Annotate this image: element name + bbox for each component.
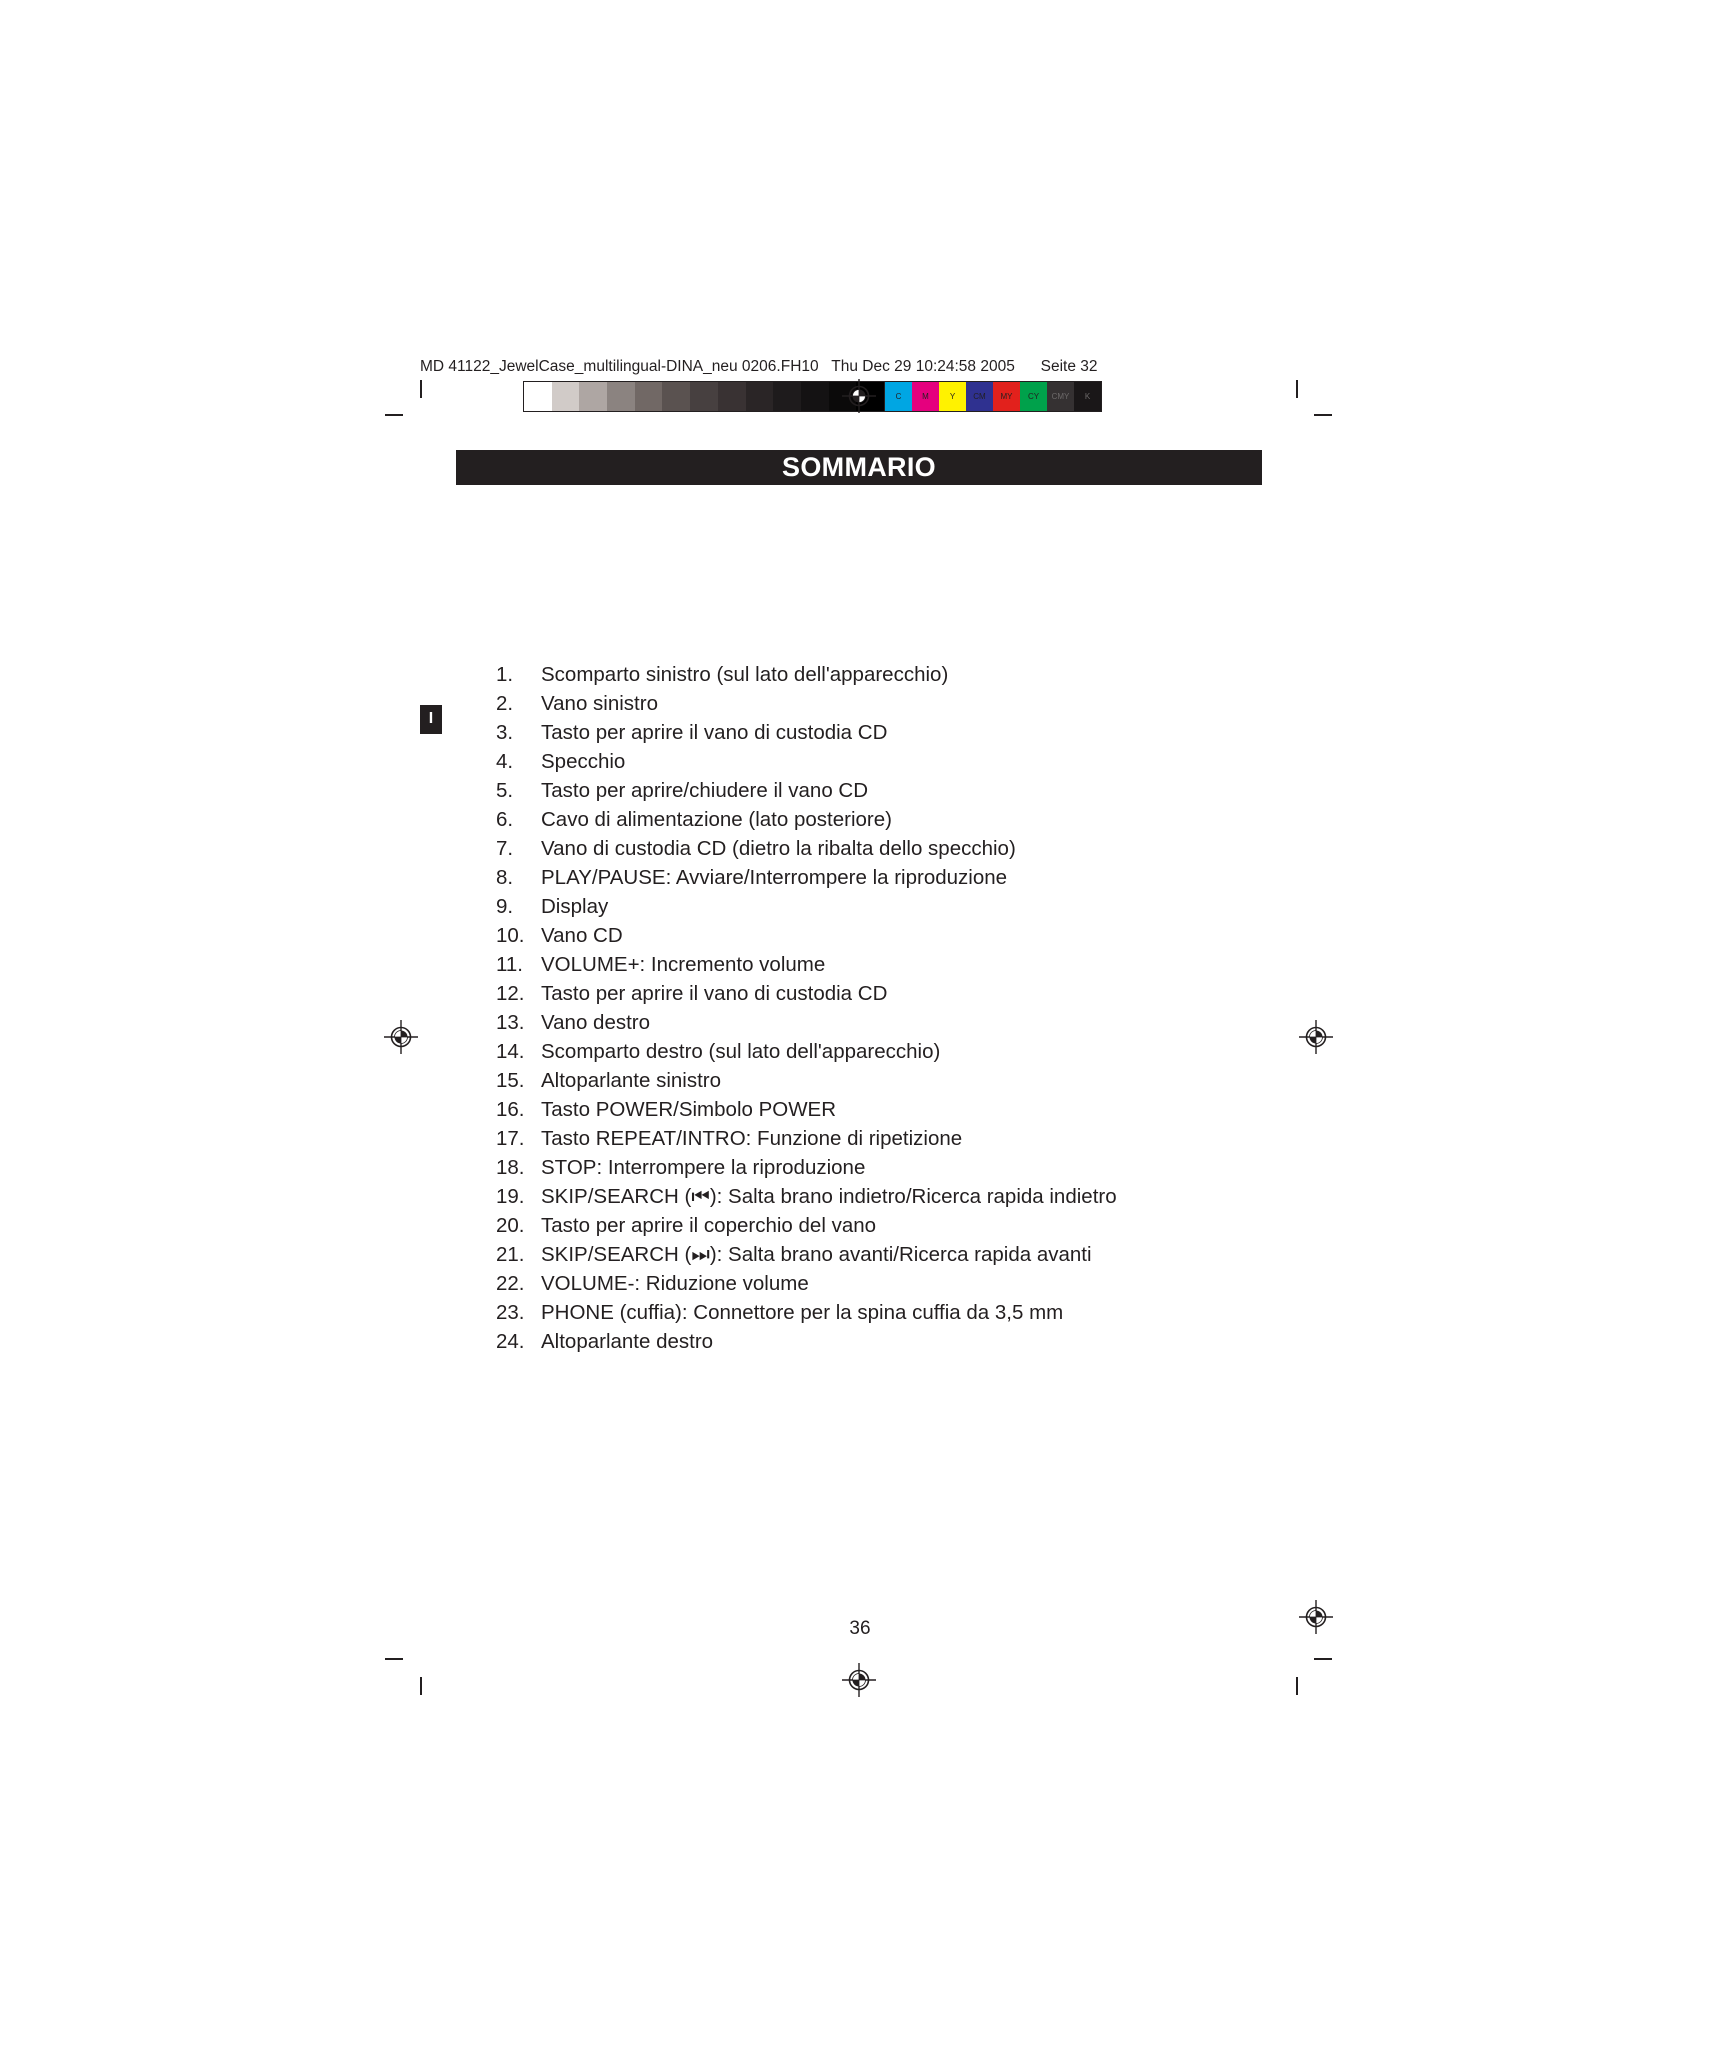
- gray-swatch: [662, 382, 690, 411]
- contents-item: [496, 805, 1117, 834]
- item-text: Tasto per aprire il coperchio del vano: [541, 1214, 877, 1237]
- contents-item: [496, 776, 1117, 805]
- item-text: PHONE (cuffia): Connettore per la spina cuffia da 3,5 mm: [541, 1301, 1064, 1324]
- contents-item: [496, 1153, 1117, 1182]
- contents-item: [496, 1182, 1117, 1211]
- contents-item: [496, 1240, 1117, 1269]
- item-text: STOP: Interrompere la riproduzione: [541, 1156, 866, 1179]
- contents-item: [496, 1066, 1117, 1095]
- gray-swatch: [718, 382, 746, 411]
- gray-swatch: [607, 382, 635, 411]
- item-text: Altoparlante destro: [541, 1330, 714, 1353]
- gray-swatch: [746, 382, 774, 411]
- item-text: SKIP/SEARCH (⏭): Salta brano avanti/Ricerca rapida avanti: [541, 1243, 1092, 1266]
- process-swatch: MY: [993, 382, 1020, 411]
- item-text: SKIP/SEARCH (⏮): Salta brano indietro/Ricerca rapida indietro: [541, 1185, 1117, 1208]
- item-number: 12.: [496, 982, 525, 1005]
- item-number: 14.: [496, 1040, 525, 1063]
- process-swatch: Y: [939, 382, 966, 411]
- item-text: Display: [541, 895, 609, 918]
- item-text: Vano destro: [541, 1011, 651, 1034]
- registration-mark-bottom: [842, 1663, 876, 1697]
- item-text: Tasto per aprire il vano di custodia CD: [541, 982, 888, 1005]
- gray-swatch: [635, 382, 663, 411]
- crop-mark: [420, 1677, 422, 1695]
- crop-mark: [1296, 380, 1298, 398]
- contents-item: [496, 921, 1117, 950]
- contents-item: [496, 834, 1117, 863]
- item-number: 11.: [496, 953, 523, 976]
- item-number: 4.: [496, 750, 514, 773]
- crop-mark: [1314, 414, 1332, 416]
- contents-item: [496, 892, 1117, 921]
- item-number: 7.: [496, 837, 514, 860]
- contents-item: [496, 747, 1117, 776]
- item-text: Tasto POWER/Simbolo POWER: [541, 1098, 837, 1121]
- page-number: 36: [849, 1618, 871, 1639]
- item-number: 21.: [496, 1243, 525, 1266]
- item-number: 24.: [496, 1330, 525, 1353]
- item-text: VOLUME+: Incremento volume: [541, 953, 826, 976]
- item-number: 10.: [496, 924, 525, 947]
- item-number: 20.: [496, 1214, 525, 1237]
- item-text: Tasto per aprire/chiudere il vano CD: [541, 779, 869, 802]
- item-number: 5.: [496, 779, 514, 802]
- contents-item: [496, 660, 1117, 689]
- page-title: SOMMARIO: [456, 450, 1262, 485]
- contents-item: [496, 1211, 1117, 1240]
- process-swatch: K: [1074, 382, 1101, 411]
- gray-swatch: [579, 382, 607, 411]
- gray-swatch: [773, 382, 801, 411]
- print-slug: MD 41122_JewelCase_multilingual-DINA_neu 0206.FH10 Thu Dec 29 10:24:58 2005 Seite 32: [420, 358, 1098, 375]
- item-text: VOLUME-: Riduzione volume: [541, 1272, 809, 1295]
- crop-mark: [1296, 1677, 1298, 1695]
- process-swatch: M: [912, 382, 939, 411]
- item-number: 18.: [496, 1156, 525, 1179]
- item-text: Altoparlante sinistro: [541, 1069, 722, 1092]
- registration-mark-bottom-right: [1299, 1600, 1333, 1634]
- process-swatch: CY: [1020, 382, 1047, 411]
- registration-mark-right: [1299, 1020, 1333, 1054]
- gray-swatch: [801, 382, 829, 411]
- contents-item: [496, 1327, 1117, 1356]
- item-text: Scomparto destro (sul lato dell'apparecchio): [541, 1040, 941, 1063]
- process-swatch: C: [885, 382, 912, 411]
- item-text: Specchio: [541, 750, 626, 773]
- gray-color-bar: [523, 381, 885, 412]
- contents-item: [496, 1095, 1117, 1124]
- item-text: Vano di custodia CD (dietro la ribalta dello specchio): [541, 837, 1016, 860]
- item-number: 8.: [496, 866, 514, 889]
- item-number: 16.: [496, 1098, 525, 1121]
- gray-swatch: [690, 382, 718, 411]
- gray-swatch: [552, 382, 580, 411]
- item-number: 17.: [496, 1127, 525, 1150]
- item-number: 22.: [496, 1272, 525, 1295]
- contents-item: [496, 689, 1117, 718]
- item-number: 2.: [496, 692, 514, 715]
- contents-list: [496, 660, 1117, 1356]
- item-number: 1.: [496, 663, 514, 686]
- item-number: 9.: [496, 895, 514, 918]
- item-text: Scomparto sinistro (sul lato dell'apparecchio): [541, 663, 949, 686]
- crop-mark: [420, 380, 422, 398]
- process-color-bar: [884, 381, 1102, 412]
- contents-item: [496, 950, 1117, 979]
- item-text: Tasto per aprire il vano di custodia CD: [541, 721, 888, 744]
- crop-mark: [385, 1658, 403, 1660]
- item-number: 13.: [496, 1011, 525, 1034]
- contents-item: [496, 1269, 1117, 1298]
- contents-item: [496, 979, 1117, 1008]
- item-text: Vano sinistro: [541, 692, 658, 715]
- item-text: Vano CD: [541, 924, 623, 947]
- item-number: 23.: [496, 1301, 525, 1324]
- item-number: 19.: [496, 1185, 525, 1208]
- contents-item: [496, 1298, 1117, 1327]
- contents-item: [496, 1008, 1117, 1037]
- contents-item: [496, 718, 1117, 747]
- crop-mark: [385, 414, 403, 416]
- item-number: 3.: [496, 721, 514, 744]
- process-swatch: CMY: [1047, 382, 1074, 411]
- process-swatch: CM: [966, 382, 993, 411]
- registration-mark-left: [384, 1020, 418, 1054]
- contents-item: [496, 863, 1117, 892]
- item-number: 15.: [496, 1069, 525, 1092]
- language-tab-marker: I: [420, 705, 442, 734]
- item-text: Cavo di alimentazione (lato posteriore): [541, 808, 892, 831]
- contents-item: [496, 1124, 1117, 1153]
- gray-swatch: [524, 382, 552, 411]
- contents-item: [496, 1037, 1117, 1066]
- item-number: 6.: [496, 808, 514, 831]
- item-text: PLAY/PAUSE: Avviare/Interrompere la riproduzione: [541, 866, 1008, 889]
- item-text: Tasto REPEAT/INTRO: Funzione di ripetizione: [541, 1127, 963, 1150]
- registration-mark-top: [842, 379, 876, 413]
- crop-mark: [1314, 1658, 1332, 1660]
